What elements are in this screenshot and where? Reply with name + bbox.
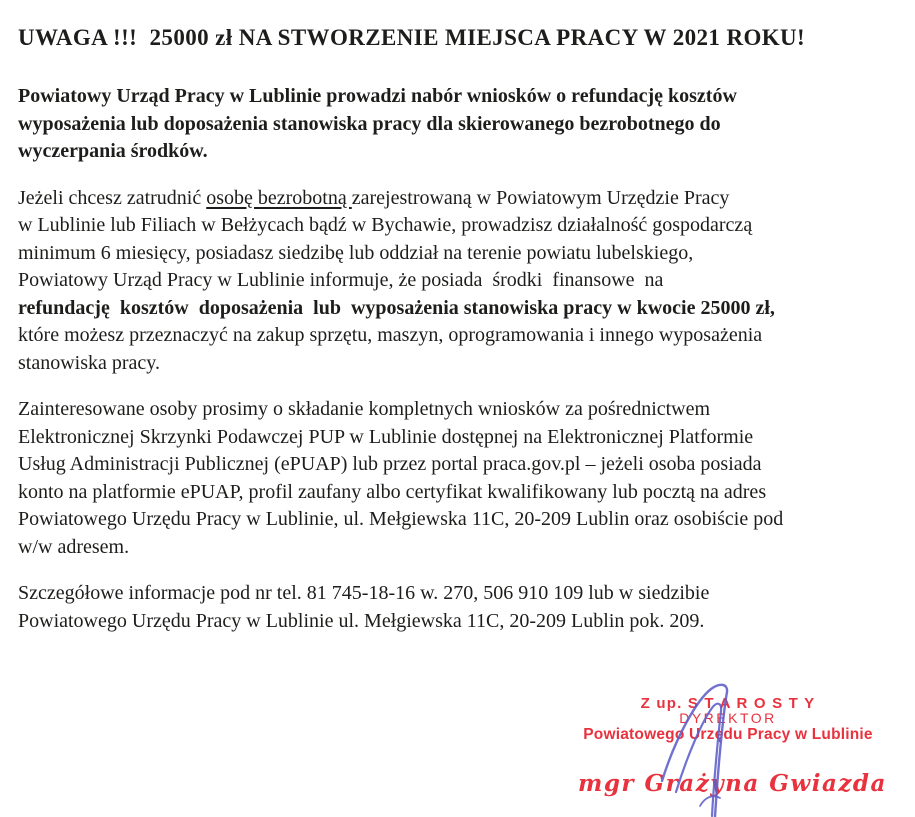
text-line: minimum 6 miesięcy, posiadasz siedzibę lub oddział na terenie powiatu lubelskiego, [18, 241, 694, 264]
official-stamp [578, 696, 878, 744]
paragraph-contact [18, 580, 897, 635]
text-line: w/w adresem. [18, 535, 130, 558]
text-line: Powiatowy Urząd Pracy w Lublinie informuje, że posiada środki finansowe na [18, 269, 664, 291]
underlined-text: osobę bezrobotną [206, 186, 352, 209]
stamp-line: DYREKTOR [679, 710, 777, 726]
text-line [18, 185, 897, 213]
text-line: Elektronicznej Skrzynki Podawczej PUP w Lublinie dostępnej na Elektronicznej Platformie [18, 425, 754, 448]
document-title: UWAGA !!! 25000 zł NA STWORZENIE MIEJSCA PRACY W 2021 ROKU! [18, 25, 806, 50]
text-line-bold: refundację kosztów doposażenia lub wyposażenia stanowiska pracy w kwocie 25000 zł, [18, 296, 775, 319]
text-line: wyczerpania środków. [18, 140, 208, 162]
signer-name-stamp: mgr Grażyna Gwiazda [578, 770, 887, 797]
text-segment: zarejestrowaną w Powiatowym Urzędzie Pracy [351, 186, 730, 209]
text-line: Szczegółowe informacje pod nr tel. 81 745-18-16 w. 270, 506 910 109 lub w siedzibie [18, 582, 710, 604]
text-line: stanowiska pracy. [18, 351, 160, 374]
text-line: wyposażenia lub doposażenia stanowiska pracy dla skierowanego bezrobotnego do [18, 112, 721, 135]
text-segment: Jeżeli chcesz zatrudnić [18, 186, 207, 209]
paragraph-submission [18, 396, 897, 561]
text-line: które możesz przeznaczyć na zakup sprzętu, maszyn, oprogramowania i innego wyposażenia [18, 324, 763, 346]
text-line: Powiatowy Urząd Pracy w Lublinie prowadzi nabór wniosków o refundację kosztów [18, 85, 737, 107]
paragraph-conditions [18, 185, 897, 378]
text-line: konto na platformie ePUAP, profil zaufany albo certyfikat kwalifikowany lub pocztą na adres [18, 480, 767, 503]
text-line: Powiatowego Urzędu Pracy w Lublinie ul. Mełgiewska 11C, 20-209 Lublin pok. 209. [18, 609, 705, 632]
text-line: Usług Administracji Publicznej (ePUAP) lub przez portal praca.gov.pl – jeżeli osoba posiada [18, 453, 762, 475]
text-line: Zainteresowane osoby prosimy o składanie kompletnych wniosków za pośrednictwem [18, 398, 711, 420]
text-line: Powiatowego Urzędu Pracy w Lublinie, ul. Mełgiewska 11C, 20-209 Lublin oraz osobiście pod [18, 508, 784, 530]
stamp-line: Powiatowego Urzędu Pracy w Lublinie [583, 726, 873, 743]
text-line: w Lublinie lub Filiach w Bełżycach bądź w Bychawie, prowadzisz działalność gospodarczą [18, 214, 753, 236]
stamp-line: Z up. S T A R O S T Y [640, 695, 816, 712]
paragraph-intro [18, 83, 897, 166]
signature-block [578, 695, 887, 797]
